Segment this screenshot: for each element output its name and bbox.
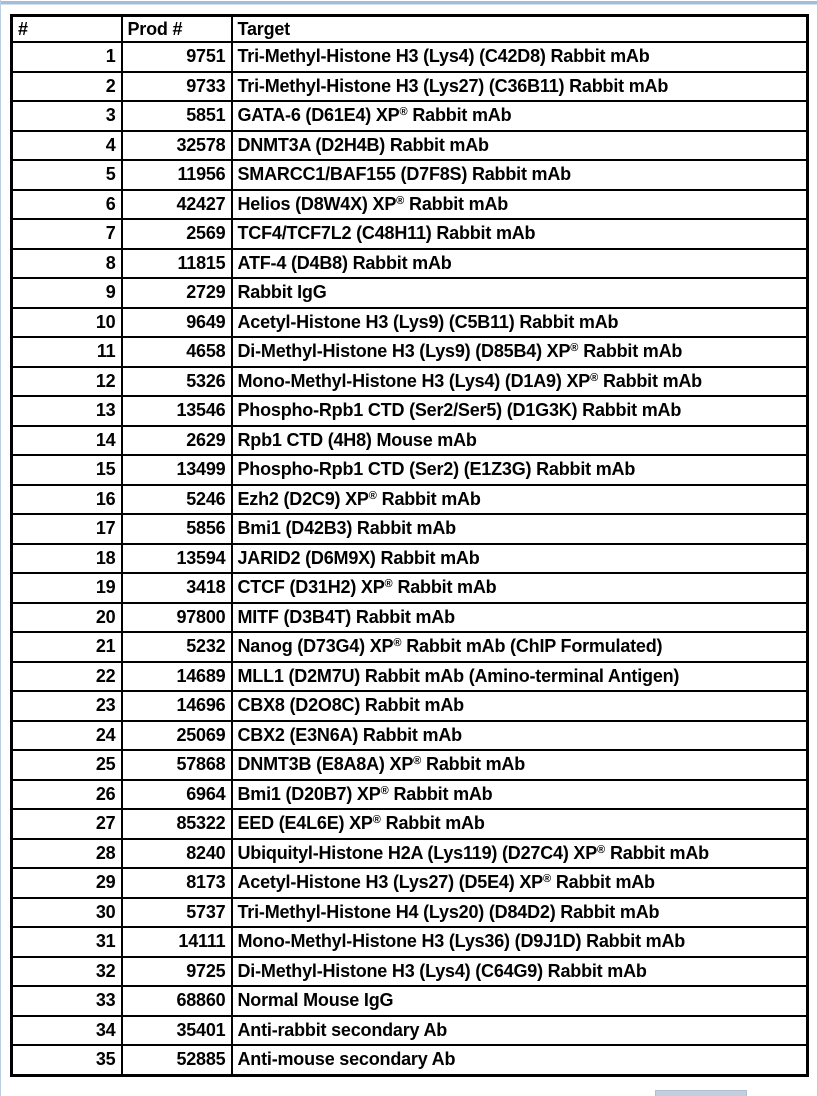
target-cell: Phospho-Rpb1 CTD (Ser2) (E1Z3G) Rabbit mAb bbox=[232, 455, 808, 485]
target-cell: EED (E4L6E) XP® Rabbit mAb bbox=[232, 809, 808, 839]
product-number-cell: 5246 bbox=[122, 485, 232, 515]
table-row bbox=[12, 780, 808, 810]
target-cell: Mono-Methyl-Histone H3 (Lys36) (D9J1D) Rabbit mAb bbox=[232, 927, 808, 957]
target-cell: Normal Mouse IgG bbox=[232, 986, 808, 1016]
product-number-cell: 5851 bbox=[122, 101, 232, 131]
product-number-cell: 57868 bbox=[122, 750, 232, 780]
table-row bbox=[12, 544, 808, 574]
product-number-cell: 8240 bbox=[122, 839, 232, 869]
row-number-cell: 22 bbox=[12, 662, 122, 692]
product-number-cell: 42427 bbox=[122, 190, 232, 220]
page-top-border-line bbox=[0, 1, 818, 5]
target-cell: MLL1 (D2M7U) Rabbit mAb (Amino-terminal Antigen) bbox=[232, 662, 808, 692]
row-number-cell: 35 bbox=[12, 1045, 122, 1075]
product-number-cell: 13594 bbox=[122, 544, 232, 574]
product-number-cell: 5856 bbox=[122, 514, 232, 544]
product-number-cell: 6964 bbox=[122, 780, 232, 810]
registered-mark: ® bbox=[368, 489, 377, 502]
row-number-cell: 26 bbox=[12, 780, 122, 810]
table-row bbox=[12, 131, 808, 161]
product-number-cell: 11815 bbox=[122, 249, 232, 279]
product-number-cell: 68860 bbox=[122, 986, 232, 1016]
table-row bbox=[12, 898, 808, 928]
product-number-cell: 14696 bbox=[122, 691, 232, 721]
table-body bbox=[12, 42, 808, 1075]
target-cell: Anti-rabbit secondary Ab bbox=[232, 1016, 808, 1046]
table-header-row bbox=[12, 16, 808, 43]
table-row bbox=[12, 839, 808, 869]
table-row bbox=[12, 190, 808, 220]
table-row bbox=[12, 337, 808, 367]
product-number-cell: 13546 bbox=[122, 396, 232, 426]
row-number-cell: 31 bbox=[12, 927, 122, 957]
table-row bbox=[12, 1016, 808, 1046]
target-cell: Nanog (D73G4) XP® Rabbit mAb (ChIP Formulated) bbox=[232, 632, 808, 662]
row-number-cell: 3 bbox=[12, 101, 122, 131]
row-number-cell: 1 bbox=[12, 42, 122, 72]
target-cell: Rabbit IgG bbox=[232, 278, 808, 308]
target-cell: Rpb1 CTD (4H8) Mouse mAb bbox=[232, 426, 808, 456]
target-cell: DNMT3A (D2H4B) Rabbit mAb bbox=[232, 131, 808, 161]
row-number-cell: 8 bbox=[12, 249, 122, 279]
row-number-cell: 14 bbox=[12, 426, 122, 456]
product-number-cell: 2729 bbox=[122, 278, 232, 308]
row-number-cell: 2 bbox=[12, 72, 122, 102]
registered-mark: ® bbox=[384, 578, 393, 591]
row-number-cell: 4 bbox=[12, 131, 122, 161]
table-row bbox=[12, 809, 808, 839]
row-number-cell: 12 bbox=[12, 367, 122, 397]
table-row bbox=[12, 308, 808, 338]
target-cell: Ubiquityl-Histone H2A (Lys119) (D27C4) XP® Rabbit mAb bbox=[232, 839, 808, 869]
table-row bbox=[12, 573, 808, 603]
table-row bbox=[12, 603, 808, 633]
table-row bbox=[12, 42, 808, 72]
row-number-cell: 7 bbox=[12, 219, 122, 249]
row-number-cell: 29 bbox=[12, 868, 122, 898]
row-number-cell: 6 bbox=[12, 190, 122, 220]
target-cell: Acetyl-Histone H3 (Lys9) (C5B11) Rabbit mAb bbox=[232, 308, 808, 338]
target-cell: DNMT3B (E8A8A) XP® Rabbit mAb bbox=[232, 750, 808, 780]
row-number-cell: 15 bbox=[12, 455, 122, 485]
registered-mark: ® bbox=[393, 637, 402, 650]
target-cell: TCF4/TCF7L2 (C48H11) Rabbit mAb bbox=[232, 219, 808, 249]
registered-mark: ® bbox=[396, 194, 405, 207]
registered-mark: ® bbox=[399, 106, 408, 119]
product-number-cell: 4658 bbox=[122, 337, 232, 367]
table-row bbox=[12, 514, 808, 544]
table-row bbox=[12, 219, 808, 249]
table-row bbox=[12, 278, 808, 308]
table-row bbox=[12, 396, 808, 426]
target-cell: Mono-Methyl-Histone H3 (Lys4) (D1A9) XP® Rabbit mAb bbox=[232, 367, 808, 397]
row-number-cell: 10 bbox=[12, 308, 122, 338]
target-cell: Di-Methyl-Histone H3 (Lys4) (C64G9) Rabbit mAb bbox=[232, 957, 808, 987]
row-number-cell: 24 bbox=[12, 721, 122, 751]
registered-mark: ® bbox=[380, 784, 389, 797]
registered-mark: ® bbox=[372, 814, 381, 827]
table-row bbox=[12, 868, 808, 898]
target-cell: Phospho-Rpb1 CTD (Ser2/Ser5) (D1G3K) Rabbit mAb bbox=[232, 396, 808, 426]
scrollbar-fragment[interactable] bbox=[655, 1090, 747, 1096]
registered-mark: ® bbox=[542, 873, 552, 886]
row-number-cell: 17 bbox=[12, 514, 122, 544]
row-number-cell: 28 bbox=[12, 839, 122, 869]
product-number-cell: 2569 bbox=[122, 219, 232, 249]
table-row bbox=[12, 367, 808, 397]
row-number-cell: 13 bbox=[12, 396, 122, 426]
product-number-cell: 9649 bbox=[122, 308, 232, 338]
target-cell: Tri-Methyl-Histone H3 (Lys27) (C36B11) Rabbit mAb bbox=[232, 72, 808, 102]
registered-mark: ® bbox=[570, 342, 579, 355]
table-row bbox=[12, 691, 808, 721]
antibody-product-table bbox=[10, 14, 809, 1077]
registered-mark: ® bbox=[597, 843, 606, 856]
product-number-cell: 9751 bbox=[122, 42, 232, 72]
table-row bbox=[12, 249, 808, 279]
target-cell: SMARCC1/BAF155 (D7F8S) Rabbit mAb bbox=[232, 160, 808, 190]
table-row bbox=[12, 426, 808, 456]
target-cell: Helios (D8W4X) XP® Rabbit mAb bbox=[232, 190, 808, 220]
row-number-cell: 5 bbox=[12, 160, 122, 190]
product-number-cell: 97800 bbox=[122, 603, 232, 633]
table-row bbox=[12, 721, 808, 751]
target-cell: Ezh2 (D2C9) XP® Rabbit mAb bbox=[232, 485, 808, 515]
product-number-cell: 3418 bbox=[122, 573, 232, 603]
target-cell: CBX2 (E3N6A) Rabbit mAb bbox=[232, 721, 808, 751]
product-number-cell: 25069 bbox=[122, 721, 232, 751]
target-cell: Bmi1 (D20B7) XP® Rabbit mAb bbox=[232, 780, 808, 810]
product-number-cell: 9725 bbox=[122, 957, 232, 987]
registered-mark: ® bbox=[413, 755, 422, 768]
target-cell: Acetyl-Histone H3 (Lys27) (D5E4) XP® Rabbit mAb bbox=[232, 868, 808, 898]
table-row bbox=[12, 72, 808, 102]
target-cell: Tri-Methyl-Histone H3 (Lys4) (C42D8) Rabbit mAb bbox=[232, 42, 808, 72]
table-row bbox=[12, 1045, 808, 1075]
row-number-cell: 19 bbox=[12, 573, 122, 603]
target-cell: GATA-6 (D61E4) XP® Rabbit mAb bbox=[232, 101, 808, 131]
target-cell: ATF-4 (D4B8) Rabbit mAb bbox=[232, 249, 808, 279]
row-number-cell: 34 bbox=[12, 1016, 122, 1046]
table-row bbox=[12, 485, 808, 515]
product-number-cell: 2629 bbox=[122, 426, 232, 456]
target-cell: MITF (D3B4T) Rabbit mAb bbox=[232, 603, 808, 633]
product-number-cell: 14111 bbox=[122, 927, 232, 957]
row-number-cell: 23 bbox=[12, 691, 122, 721]
row-number-cell: 18 bbox=[12, 544, 122, 574]
table-row bbox=[12, 160, 808, 190]
target-cell: Di-Methyl-Histone H3 (Lys9) (D85B4) XP® Rabbit mAb bbox=[232, 337, 808, 367]
table-row bbox=[12, 750, 808, 780]
row-number-cell: 30 bbox=[12, 898, 122, 928]
row-number-cell: 21 bbox=[12, 632, 122, 662]
table-row bbox=[12, 101, 808, 131]
row-number-cell: 16 bbox=[12, 485, 122, 515]
product-number-cell: 8173 bbox=[122, 868, 232, 898]
row-number-cell: 11 bbox=[12, 337, 122, 367]
product-number-cell: 52885 bbox=[122, 1045, 232, 1075]
row-number-cell: 9 bbox=[12, 278, 122, 308]
table-row bbox=[12, 632, 808, 662]
table-row bbox=[12, 957, 808, 987]
target-cell: Anti-mouse secondary Ab bbox=[232, 1045, 808, 1075]
table-row bbox=[12, 986, 808, 1016]
product-number-cell: 5232 bbox=[122, 632, 232, 662]
product-number-cell: 35401 bbox=[122, 1016, 232, 1046]
product-number-cell: 9733 bbox=[122, 72, 232, 102]
target-cell: Bmi1 (D42B3) Rabbit mAb bbox=[232, 514, 808, 544]
product-number-cell: 11956 bbox=[122, 160, 232, 190]
column-header-prod: Prod # bbox=[122, 16, 232, 43]
page-left-border-line bbox=[0, 0, 1, 1096]
product-number-cell: 13499 bbox=[122, 455, 232, 485]
table-row bbox=[12, 455, 808, 485]
row-number-cell: 20 bbox=[12, 603, 122, 633]
target-cell: CBX8 (D2O8C) Rabbit mAb bbox=[232, 691, 808, 721]
target-cell: JARID2 (D6M9X) Rabbit mAb bbox=[232, 544, 808, 574]
row-number-cell: 25 bbox=[12, 750, 122, 780]
table-row bbox=[12, 927, 808, 957]
product-number-cell: 5326 bbox=[122, 367, 232, 397]
product-number-cell: 85322 bbox=[122, 809, 232, 839]
target-cell: CTCF (D31H2) XP® Rabbit mAb bbox=[232, 573, 808, 603]
table-header bbox=[12, 16, 808, 43]
product-number-cell: 32578 bbox=[122, 131, 232, 161]
product-number-cell: 5737 bbox=[122, 898, 232, 928]
row-number-cell: 27 bbox=[12, 809, 122, 839]
product-number-cell: 14689 bbox=[122, 662, 232, 692]
registered-mark: ® bbox=[590, 371, 599, 384]
table-row bbox=[12, 662, 808, 692]
column-header-number: # bbox=[12, 16, 122, 43]
column-header-target: Target bbox=[232, 16, 808, 43]
target-cell: Tri-Methyl-Histone H4 (Lys20) (D84D2) Rabbit mAb bbox=[232, 898, 808, 928]
row-number-cell: 32 bbox=[12, 957, 122, 987]
row-number-cell: 33 bbox=[12, 986, 122, 1016]
